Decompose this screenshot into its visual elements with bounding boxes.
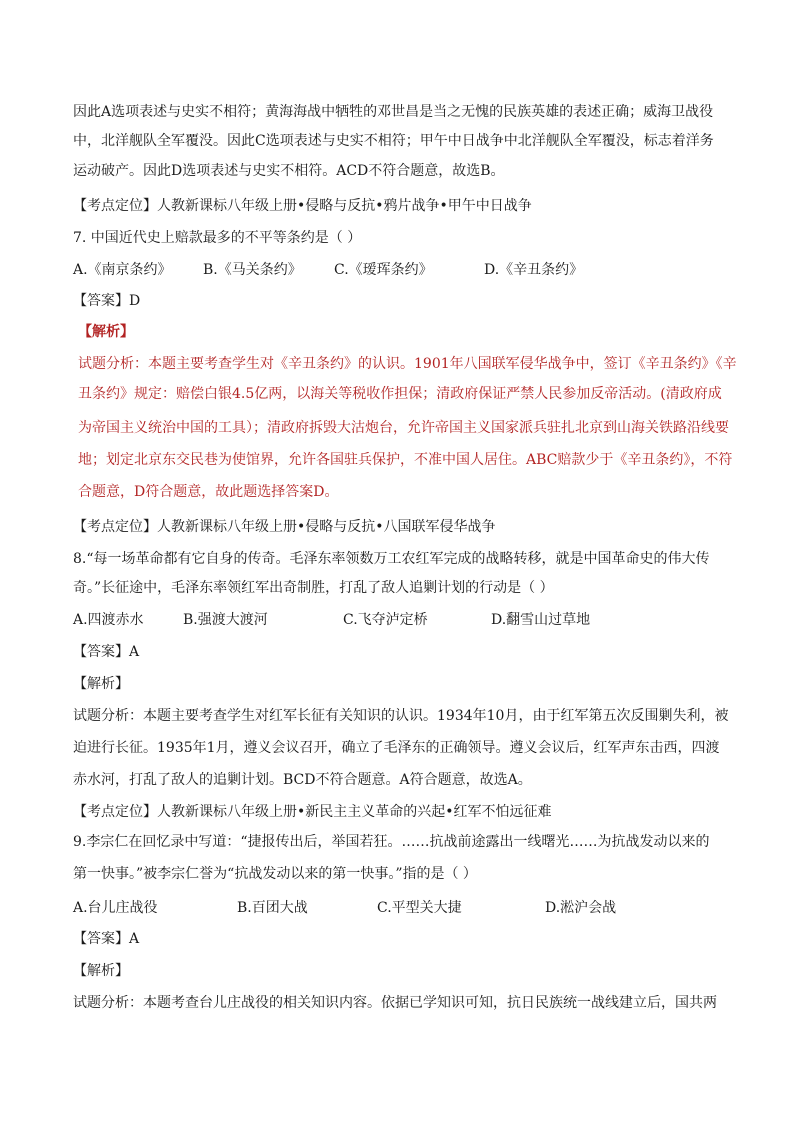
- q9-options: [73, 898, 616, 918]
- q8-option-d: D.翻雪山过草地: [491, 612, 591, 628]
- q8-stem-line-2: 奇。”长征途中，毛泽东率领红军出奇制胜，打乱了敌人追剿计划的行动是（ ）: [73, 580, 554, 596]
- q8-stem-line-1: 8.“每一场革命都有它自身的传奇。毛泽东率领数万工农红军完成的战略转移，就是中国革命史的伟大传: [73, 551, 710, 567]
- q8-jiexi-label: 【解析】: [73, 676, 129, 692]
- q9-stem-line-1: 9.李宗仁在回忆录中写道：“捷报传出后，举国若狂。……抗战前途露出一线曙光……为抗战发动以来的: [73, 834, 710, 850]
- q9-jiexi-label: 【解析】: [73, 963, 129, 979]
- q9-analysis-line-1: 试题分析：本题考查台儿庄战役的相关知识内容。依据已学知识可知，抗日民族统一战线建立后，国共两: [73, 995, 717, 1011]
- q7-analysis-line-2: 丑条约》规定：赔偿白银4.5亿两，以海关等税收作担保；清政府保证严禁人民参加反帝活动。(清政府成: [78, 386, 722, 402]
- q9-option-b: B.百团大战: [237, 900, 308, 916]
- q8-analysis-line-1: 试题分析：本题主要考查学生对红军长征有关知识的认识。1934年10月，由于红军第五次反围剿失利，被: [73, 708, 729, 724]
- q7-option-b: B.《马关条约》: [203, 262, 302, 278]
- q8-analysis-line-3: 赤水河，打乱了敌人的追剿计划。BCD不符合题意。A符合题意，故选A。: [73, 772, 532, 788]
- q7-option-c: C.《瑷珲条约》: [334, 262, 433, 278]
- q7-kaodian: 【考点定位】人教新课标八年级上册•侵略与反抗•八国联军侵华战争: [73, 519, 496, 535]
- q9-option-a: A.台儿庄战役: [73, 900, 158, 916]
- q7-jiexi-label: 【解析】: [78, 324, 134, 340]
- q7-analysis-line-4: 地；划定北京东交民巷为使馆界，允许各国驻兵保护，不准中国人居住。ABC赔款少于《辛丑条约》，不符: [78, 452, 733, 468]
- q7-option-a: A.《南京条约》: [73, 262, 172, 278]
- prev-kaodian: 【考点定位】人教新课标八年级上册•侵略与反抗•鸦片战争•甲午中日战争: [73, 198, 532, 214]
- prev-analysis-line-3: 运动破产。因此D选项表述与史实不相符。ACD不符合题意，故选B。: [73, 163, 505, 179]
- q9-answer: 【答案】A: [73, 931, 140, 947]
- q9-option-c: C.平型关大捷: [377, 900, 462, 916]
- q8-analysis-line-2: 迫进行长征。1935年1月，遵义会议召开，确立了毛泽东的正确领导。遵义会议后，红军声东击西，四渡: [73, 740, 720, 756]
- q8-options: [73, 610, 590, 630]
- q7-analysis-line-1: 试题分析：本题主要考查学生对《辛丑条约》的认识。1901年八国联军侵华战争中，签订《辛丑条约》《辛: [78, 356, 737, 372]
- q8-answer: 【答案】A: [73, 644, 140, 660]
- q7-analysis-line-5: 合题意，D符合题意，故此题选择答案D。: [78, 484, 339, 500]
- q8-option-c: C.飞夺泸定桥: [343, 612, 428, 628]
- q9-option-d: D.淞沪会战: [545, 900, 617, 916]
- q7-stem: 7. 中国近代史上赔款最多的不平等条约是（ ）: [73, 230, 362, 246]
- prev-analysis-line-2: 中，北洋舰队全军覆没。因此C选项表述与史实不相符；甲午中日战争中北洋舰队全军覆没，标志着洋务: [73, 133, 714, 149]
- q9-stem-line-2: 第一快事。”被李宗仁誉为“抗战发动以来的第一快事。”指的是（ ）: [73, 866, 477, 882]
- q8-option-a: A.四渡赤水: [73, 612, 144, 628]
- prev-analysis-line-1: 因此A选项表述与史实不相符；黄海海战中牺牲的邓世昌是当之无愧的民族英雄的表述正确；威海卫战役: [73, 104, 714, 120]
- q8-option-b: B.强渡大渡河: [183, 612, 268, 628]
- q7-options: [73, 260, 583, 280]
- q7-answer: 【答案】D: [73, 293, 141, 309]
- q7-option-d: D.《辛丑条约》: [484, 262, 584, 278]
- q8-kaodian: 【考点定位】人教新课标八年级上册•新民主主义革命的兴起•红军不怕远征难: [73, 804, 552, 820]
- q7-analysis-line-3: 为帝国主义统治中国的工具）；清政府拆毁大沽炮台，允许帝国主义国家派兵驻扎北京到山海关铁路沿线要: [78, 420, 729, 436]
